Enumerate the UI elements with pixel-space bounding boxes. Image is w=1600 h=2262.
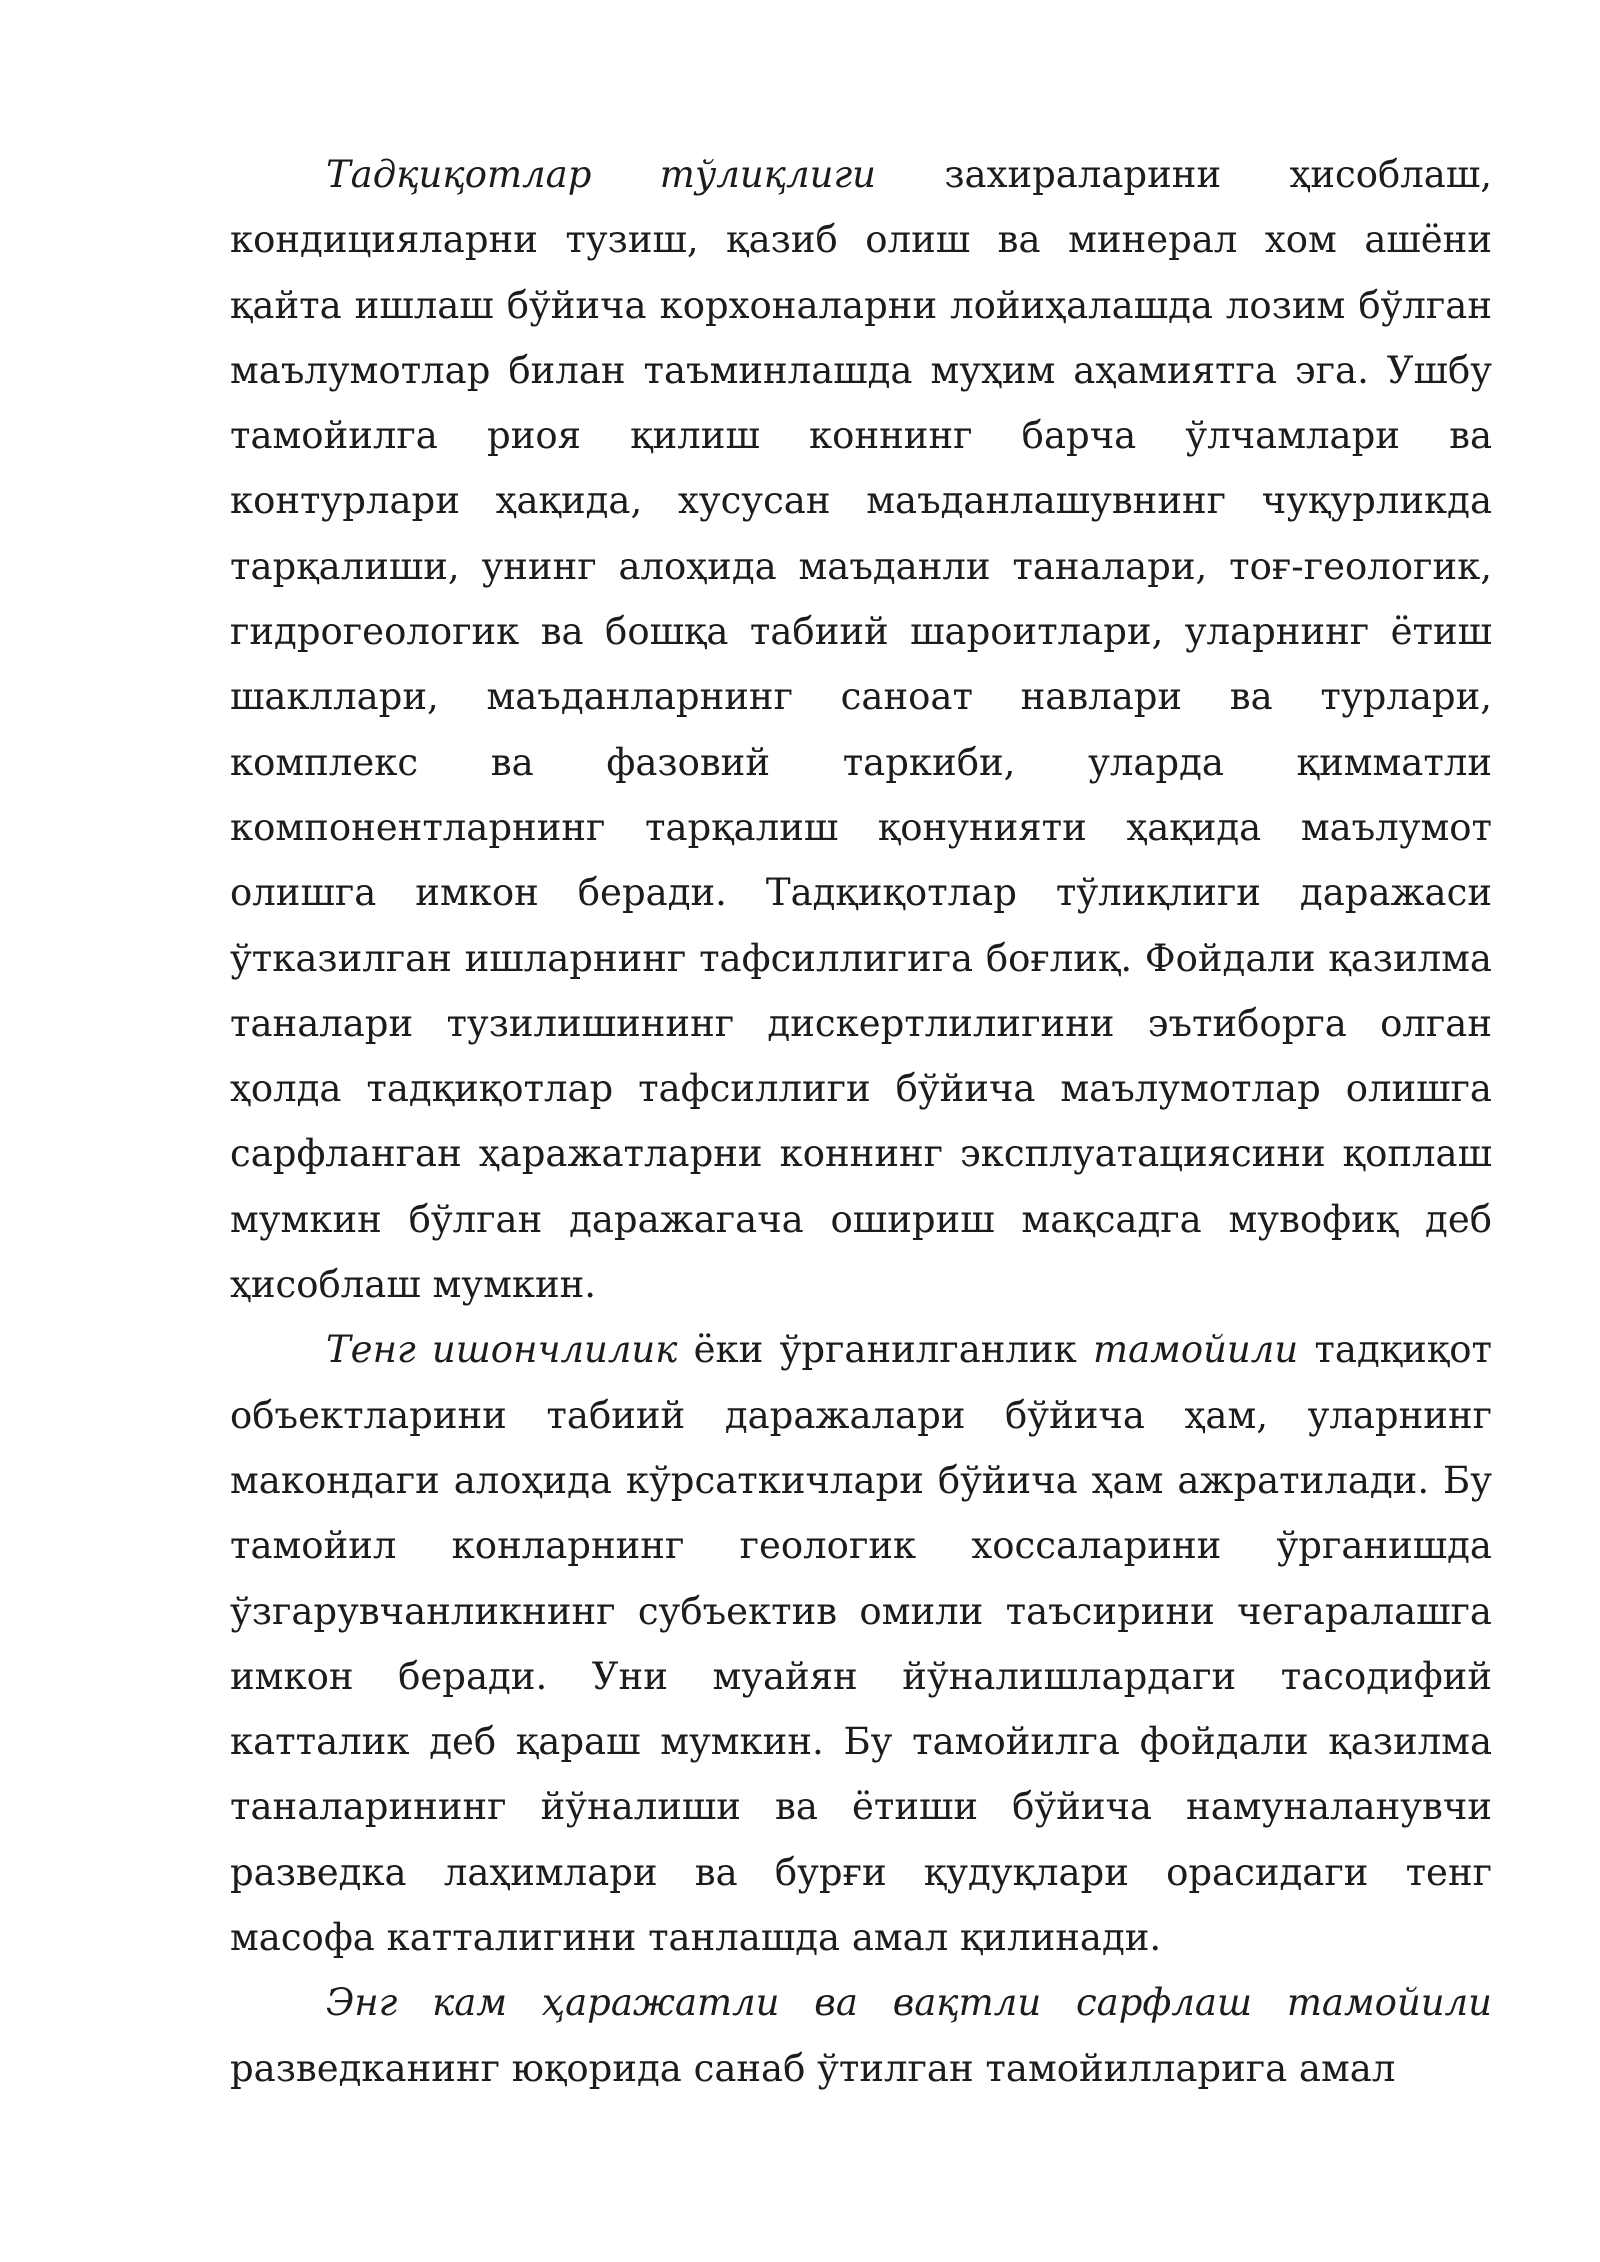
italic-term: Тенг ишончлилик bbox=[326, 1328, 678, 1372]
paragraph-text: ёки ўрганилганлик bbox=[677, 1328, 1093, 1372]
italic-term: Тадқиқотлар тўлиқлиги bbox=[326, 153, 876, 196]
document-body bbox=[230, 142, 1492, 2101]
italic-term: Энг кам ҳаражатли ва вақтли сарфлаш тамойили bbox=[326, 1981, 1492, 2025]
paragraph-text: разведканинг юқорида санаб ўтилган тамойилларига амал bbox=[230, 2046, 1396, 2090]
paragraph-text: тадқиқот объектларини табиий даражалари бўйича ҳам, уларнинг макондаги алоҳида кўрсаткичлари бўйича ҳам ажратилади. Бу тамойил конларнинг геологик хоссаларини ўрганишда ўзгарувчанликнинг субъектив омили таъсирини чегаралашга имкон беради. Уни муайян йўналишлардаги тасодифий катталик деб қараш мумкин. Бу тамойилга фойдали қазилма таналарининг йўналиши ва ётиши бўйича намуналанувчи разведка лаҳимлари ва бурғи қудуқлари орасидаги тенг масофа катталигини танлашда амал қилинади. bbox=[230, 1328, 1492, 1960]
italic-term: тамойили bbox=[1093, 1328, 1299, 1372]
paragraph-text: захираларини ҳисоблаш, кондицияларни тузиш, қазиб олиш ва минерал хом ашёни қайта ишлаш бўйича корхоналарни лойиҳалашда лозим бўлган маълумотлар билан таъминлашда муҳим аҳамиятга эга. Ушбу тамойилга риоя қилиш коннинг барча ўлчамлари ва контурлари ҳақида, хусусан маъданлашувнинг чуқурликда тарқалиши, унинг алоҳида маъданли таналари, тоғ-геологик, гидрогеологик ва бошқа табиий шароитлари, уларнинг ётиш шакллари, маъданларнинг саноат навлари ва турлари, комплекс ва фазовий таркиби, уларда қимматли компонентларнинг тарқалиш қонунияти ҳақида маълумот олишга имкон беради. Тадқиқотлар тўлиқлиги даражаси ўтказилган ишларнинг тафсиллигига боғлиқ. Фойдали қазилма таналари тузилишининг дискертлилигини эътиборга олган ҳолда тадқиқотлар тафсиллиги бўйича маълумотлар олишга сарфланган ҳаражатларни коннинг эксплуатациясини қоплаш мумкин бўлган даражагача ошириш мақсадга мувофиқ деб ҳисоблаш мумкин. bbox=[230, 153, 1492, 1307]
paragraph-minimum-cost bbox=[230, 1970, 1492, 2101]
paragraph-completeness bbox=[230, 142, 1492, 1317]
paragraph-equal-reliability bbox=[230, 1317, 1492, 1970]
